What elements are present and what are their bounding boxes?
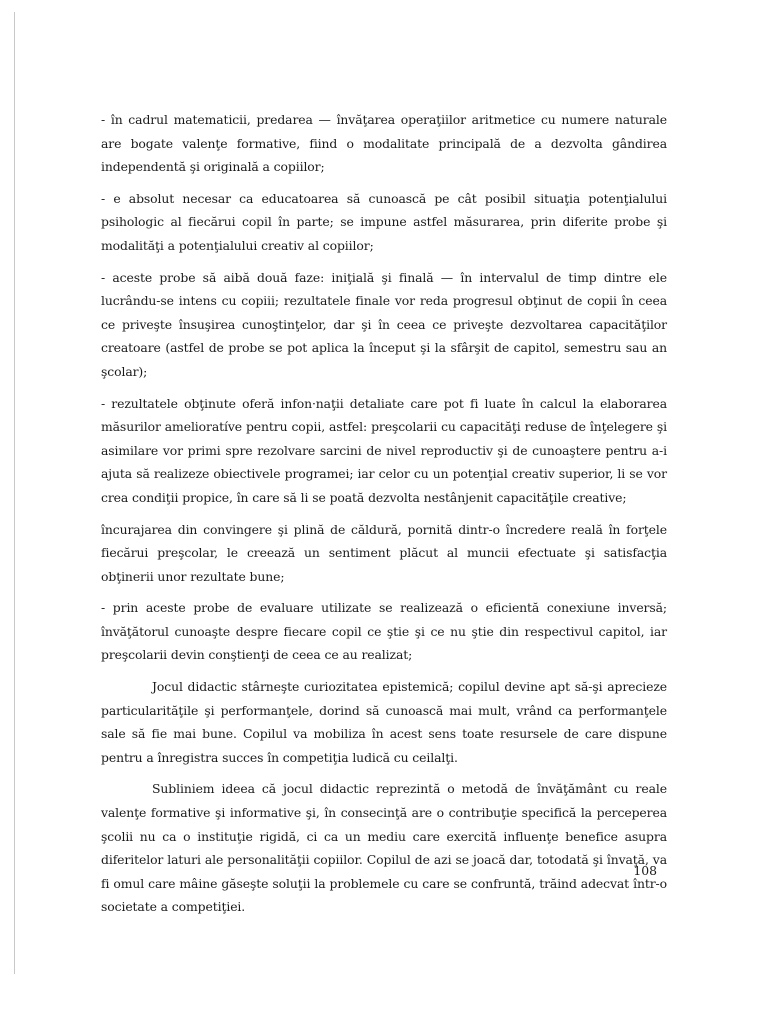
- page-margin-line: [14, 12, 15, 974]
- list-item-potential-assessment: - e absolut necesar ca educatoarea să cunoască pe cât posibil situaţia potenţialului psihologic al fiecărui copil în parte; se impune astfel măsurarea, prin diferite probe şi modalităţi a potenţialului creativ al copiilor;: [101, 190, 667, 253]
- document-body: [101, 108, 667, 927]
- list-item-results-use: - rezultatele obţinute oferă infon·naţii detaliate care pot fi luate în calcul la elaborarea măsurilor amelioratíve pentru copii, astfel: preşcolarii cu capacităţi reduse de înţelegere şi asimilare vor primi spre rezolvare sarcini de nivel reproductiv şi de cunoaştere pentru a-i ajuta să realizeze obiectivele programei; iar celor cu un potenţial creativ superior, li se vor crea condiţii propice, în care să li se poată dezvolta nestânjenit capacităţile creative;: [101, 395, 667, 505]
- paragraph-didactic-game: Jocul didactic stârneşte curiozitatea epistemică; copilul devine apt să-şi aprecieze particularităţile şi performanţele, dorind să cunoască mai mult, vrând ca performanţele sale să fie mai bune. Copilul va mobiliza în acest sens toate resursele de care dispune pentru a înregistra succes în competiţia ludică cu ceilalţi.: [101, 679, 667, 765]
- list-item-math-teaching: - în cadrul matematicii, predarea — învăţarea operaţiilor aritmetice cu numere naturale are bogate valenţe formative, fiind o modalitate principală de a dezvolta gândirea independentă şi originală a copiilor;: [101, 112, 667, 175]
- list-item-test-phases: - aceste probe să aibă două faze: iniţială şi finală — în intervalul de timp dintre ele lucrându-se intens cu copiii; rezultatele finale vor reda progresul obţinut de copii în ceea ce priveşte însuşirea cunoştinţelor, dar şi în ceea ce priveşte dezvoltarea capacităţilor creatoare (astfel de probe se pot aplica la început şi la sfârşit de capitol, semestru sau an şcolar);: [101, 269, 667, 379]
- paragraph-conclusion: Subliniem ideea că jocul didactic reprezintă o metodă de învăţământ cu reale valenţe formative şi informative şi, în consecinţă are o contribuţie specifică la perceperea şcolii nu ca o instituţie rigidă, ci ca un mediu care exercită influenţe benefice asupra diferitelor laturi ale personalităţii copiilor. Copilul de azi se joacă dar, totodată şi învaţă, va fi omul care mâine găseşte soluţii la problemele cu care se confruntă, trăind adecvat într-o societate a competiţiei.: [101, 781, 667, 915]
- list-item-feedback: - prin aceste probe de evaluare utilizate se realizează o eficientă conexiune inversă; învăţătorul cunoaşte despre fiecare copil ce ştie şi ce nu ştie din respectivul capitol, iar preşcolarii devin conştienţi de ceea ce au realizat;: [101, 600, 667, 663]
- page-number: 108: [633, 863, 657, 878]
- list-item-encouragement: încurajarea din convingere şi plină de căldură, pornită dintr-o încredere reală în forţele fiecărui preşcolar, le creează un sentiment plăcut al muncii efectuate şi satisfacţia obţinerii unor rezultate bune;: [101, 521, 667, 584]
